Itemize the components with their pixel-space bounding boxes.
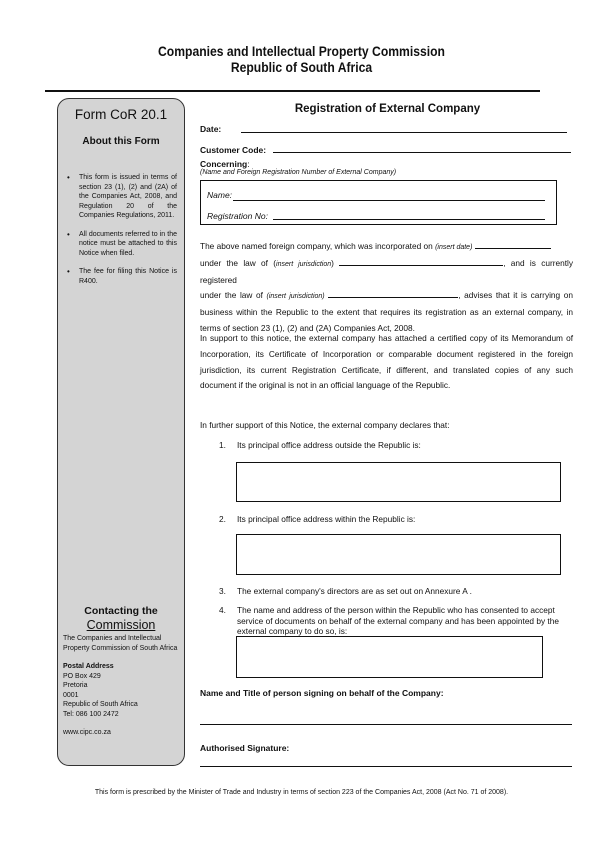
- form-title: Registration of External Company: [294, 103, 481, 115]
- website-link[interactable]: www.cipc.co.za: [63, 729, 111, 736]
- para1-text-6: , advises that it is carrying on business within the Republic to the extent that requires its registration as an external company, in terms of section 23 (1), (2) and (2A) Companies Act, 2008.: [200, 290, 573, 333]
- contact-org: The Companies and Intellectual Property Commission of South Africa: [63, 635, 178, 652]
- name-label: Name:: [207, 190, 233, 200]
- incorporation-paragraph: [200, 239, 573, 337]
- customer-code-field[interactable]: [273, 152, 571, 153]
- postal-line: Republic of South Africa: [63, 701, 138, 708]
- sidebar-panel: [57, 98, 185, 766]
- date-label: Date:: [200, 124, 222, 134]
- item-number: 2.: [219, 514, 226, 524]
- insert-jurisdiction-hint: (insert jurisdiction): [266, 293, 325, 301]
- item-number: 4.: [219, 605, 226, 615]
- about-bullet: • The fee for filing this Notice is R400.: [67, 267, 177, 286]
- item-text: Its principal office address within the Republic is:: [237, 514, 416, 524]
- date-field[interactable]: [241, 132, 567, 133]
- contact-details: [63, 634, 181, 738]
- registered-jurisdiction-field[interactable]: [328, 289, 458, 298]
- postal-line: PO Box 429: [63, 672, 101, 680]
- postal-line: 0001: [63, 691, 79, 699]
- company-name-field[interactable]: [233, 200, 545, 201]
- item-number: 3.: [219, 586, 226, 596]
- phone-line: Tel: 086 100 2472: [63, 710, 119, 718]
- registration-no-label: Registration No:: [207, 211, 268, 221]
- footer-note: This form is prescribed by the Minister of Trade and Industry in terms of section 223 of the Companies Act, 2008 (Act No. 71 of 2008).: [94, 789, 509, 796]
- insert-date-hint: (insert date): [435, 244, 473, 251]
- declaration-item-4: [219, 605, 569, 635]
- declaration-intro: In further support of this Notice, the external company declares that:: [200, 420, 450, 430]
- support-paragraph: In support to this notice, the external company has attached a certified copy of its Memorandum of Incorporation, its Certificate of Incorporation or comparable document registered in the foreign jurisdiction, its current Registration Certificate, if different, and translated copies of any such document if the original is not in an official language of the Republic.: [200, 333, 573, 391]
- concerning-colon: :: [247, 159, 250, 169]
- para1-text-5: under the law of: [200, 290, 267, 301]
- item-text: The name and address of the person within the Republic who has consented to accept service of documents on behalf of the external company and has been appointed by the external company to do so, is:: [237, 605, 559, 636]
- company-identity-box: [200, 180, 557, 225]
- service-agent-box[interactable]: [236, 636, 543, 678]
- signature-label: Authorised Signature:: [200, 743, 290, 753]
- about-bullet: • All documents referred to in the notice must be attached to this Notice when filed.: [67, 230, 177, 259]
- signature-field[interactable]: [200, 766, 572, 767]
- concerning-text: Concerning: [200, 159, 248, 169]
- item-number: 1.: [219, 440, 226, 450]
- registration-no-field[interactable]: [273, 219, 545, 220]
- about-heading: About this Form: [82, 136, 160, 147]
- signer-name-field[interactable]: [200, 724, 572, 725]
- page-header: [30, 44, 573, 76]
- item-text: Its principal office address outside the Republic is:: [237, 440, 421, 450]
- signer-label: Name and Title of person signing on behalf of the Company:: [200, 688, 444, 698]
- postal-line: Pretoria: [63, 682, 88, 689]
- form-number: Form CoR 20.1: [74, 107, 168, 122]
- customer-code-label: Customer Code:: [200, 145, 267, 155]
- header-rule: [45, 90, 540, 92]
- concerning-note: (Name and Foreign Registration Number of External Company): [200, 169, 397, 176]
- address-outside-republic-box[interactable]: [236, 462, 561, 502]
- para1-text-2: under the law of (: [200, 257, 277, 268]
- para1-text-1: The above named foreign company, which was incorporated on: [200, 241, 436, 251]
- postal-heading: Postal Address: [63, 663, 114, 670]
- about-list: [67, 173, 177, 295]
- incorporation-date-field[interactable]: [475, 240, 551, 249]
- insert-jurisdiction-hint: insert jurisdiction: [276, 260, 332, 268]
- para1-text-3: ): [331, 257, 334, 268]
- contact-heading-word: Commission: [86, 618, 156, 632]
- header-country: Republic of South Africa: [230, 60, 373, 75]
- foreign-jurisdiction-field[interactable]: [339, 257, 503, 266]
- about-bullet: • This form is issued in terms of section 23 (1), (2) and (2A) of the Companies Act, 2008, and Regulation 20 of the Companies Regulations, 2011.: [67, 173, 177, 221]
- address-within-republic-box[interactable]: [236, 534, 561, 575]
- item-text: The external company's directors are as set out on Annexure A .: [237, 586, 472, 596]
- para1-text-4: , and is currently registered: [200, 257, 574, 285]
- concerning-label: [200, 159, 250, 169]
- header-commission-name: Companies and Intellectual Property Commission: [158, 44, 445, 59]
- contact-heading: Contacting the: [84, 605, 158, 617]
